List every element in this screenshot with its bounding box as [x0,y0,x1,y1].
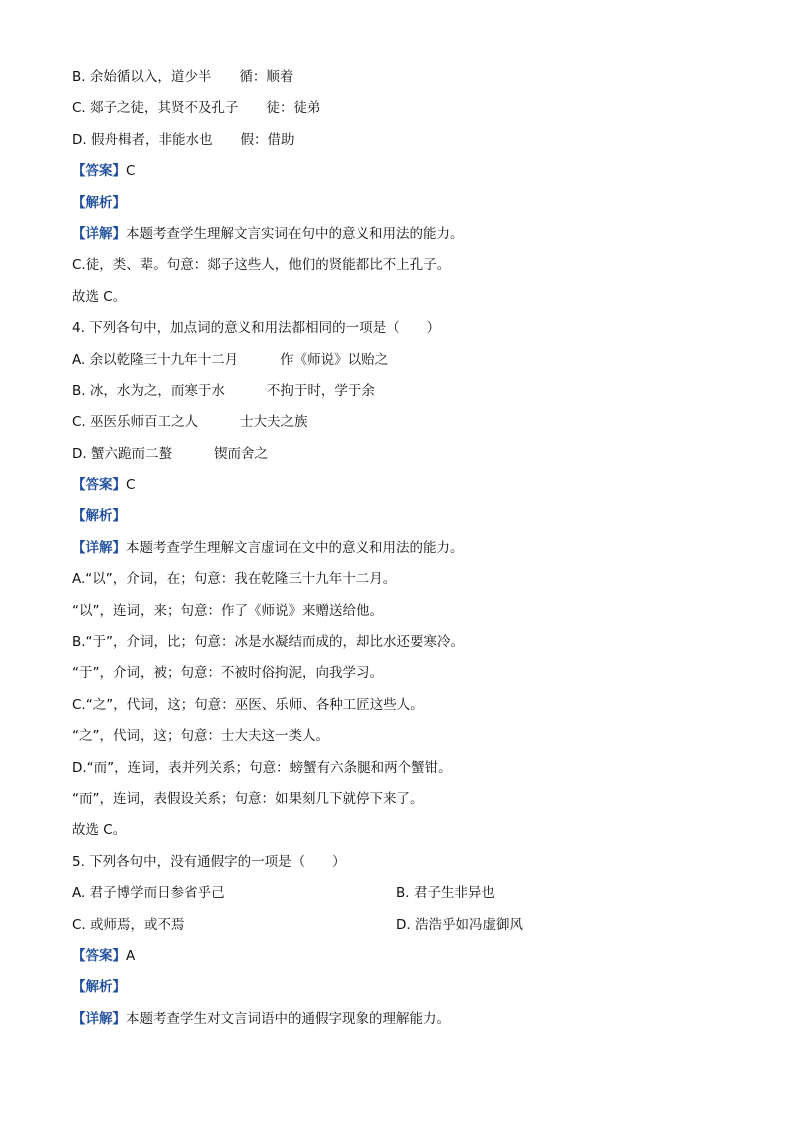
option-c [72,93,732,124]
detail-line [72,219,732,250]
analysis-line [72,972,732,1003]
option-gloss: 徒：徒弟 [266,100,321,117]
option-label: D. [396,916,411,933]
option-label: C. [72,916,86,933]
option-b [396,878,495,909]
option-label: C. [72,414,86,431]
detail-tag: 【详解】 [72,225,126,242]
option-label: B. [72,382,86,399]
option-b [72,62,732,93]
explanation-line: “于”，介词，被；句意：不被时俗拘泥，向我学习。 [72,665,383,682]
option-b [72,376,732,407]
question-stem: 5. 下列各句中，没有通假字的一项是（ ） [72,853,346,870]
detail-text: 本题考查学生理解文言虚词在文中的意义和用法的能力。 [126,539,464,556]
analysis-line [72,501,732,532]
page-content [72,62,732,1035]
option-label: B. [72,69,86,85]
detail-line [72,1004,732,1035]
explanation-line: C.“之”，代词，这；句意：巫医、乐师、各种工匠这些人。 [72,696,424,713]
detail-tag: 【详解】 [72,539,126,556]
option-label: C. [72,100,86,117]
option-text: 君子生非异也 [413,885,495,902]
option-sentence: 郯子之徒，其贤不及孔子 [90,100,239,117]
option-label: A. [72,885,86,902]
option-text: 或师焉，或不焉 [90,916,185,933]
detail-text: 本题考查学生对文言词语中的通假字现象的理解能力。 [126,1010,450,1027]
answer-line [72,941,732,972]
explanation-line: “之”，代词，这；句意：士大夫这一类人。 [72,728,329,745]
option-d [72,439,732,470]
option-c [72,917,185,933]
detail-line [72,533,732,564]
answer-line [72,470,732,501]
option-a [72,345,732,376]
answer-value: A [126,947,136,964]
analysis-tag: 【解析】 [72,979,126,996]
explanation-line: “而”，连词，表假设关系；句意：如果刻几下就停下来了。 [72,790,424,807]
option-right: 作《师说》以贻之 [280,351,389,368]
option-d [72,125,732,156]
option-gloss: 假：借助 [240,131,295,148]
option-a [72,885,225,901]
option-sentence: 余始循以入，道少半 [89,69,212,85]
option-gloss: 循：顺着 [239,69,294,85]
analysis-tag: 【解析】 [72,194,126,211]
option-right: 士大夫之族 [240,414,308,431]
option-right: 锲而舍之 [213,445,268,462]
analysis-tag: 【解析】 [72,508,126,525]
answer-value: C [126,163,136,180]
option-row [72,910,732,941]
detail-text: 本题考查学生理解文言实词在句中的意义和用法的能力。 [126,225,464,242]
answer-tag: 【答案】 [72,163,126,180]
option-label: D. [72,445,87,462]
answer-value: C [126,477,136,494]
option-left: 余以乾隆三十九年十二月 [89,351,239,368]
option-left: 冰，水为之，而寒于水 [89,382,225,399]
explanation-line: B.“于”，介词，比；句意：冰是水凝结而成的，却比水还要寒冷。 [72,634,465,651]
option-sentence: 假舟楫者，非能水也 [90,131,213,148]
answer-line [72,156,732,187]
option-right: 不拘于时，学于余 [266,382,375,399]
option-left: 蟹六跪而二螯 [90,445,172,462]
option-d [396,910,523,941]
option-left: 巫医乐师百工之人 [90,414,199,431]
answer-tag: 【答案】 [72,477,126,494]
option-label: D. [72,131,87,148]
detail-tag: 【详解】 [72,1010,126,1027]
explanation-line: “以”，连词，来；句意：作了《师说》来赠送给他。 [72,602,383,619]
option-c [72,407,732,438]
explanation-line: A.“以”，介词，在；句意：我在乾隆三十九年十二月。 [72,571,397,588]
conclusion-line: 故选 C。 [72,288,127,305]
conclusion-line: 故选 C。 [72,822,127,839]
option-text: 君子博学而日参省乎己 [89,885,225,902]
option-label: B. [396,885,410,902]
explanation-line: C.徒，类、辈。句意：郯子这些人，他们的贤能都比不上孔子。 [72,257,451,274]
option-label: A. [72,351,86,368]
option-row [72,878,732,909]
answer-tag: 【答案】 [72,947,126,964]
question-stem: 4. 下列各句中，加点词的意义和用法都相同的一项是（ ） [72,320,441,337]
analysis-line [72,188,732,219]
explanation-line: D.“而”，连词，表并列关系；句意：螃蟹有六条腿和两个蟹钳。 [72,759,452,776]
option-text: 浩浩乎如冯虚御风 [414,916,523,933]
